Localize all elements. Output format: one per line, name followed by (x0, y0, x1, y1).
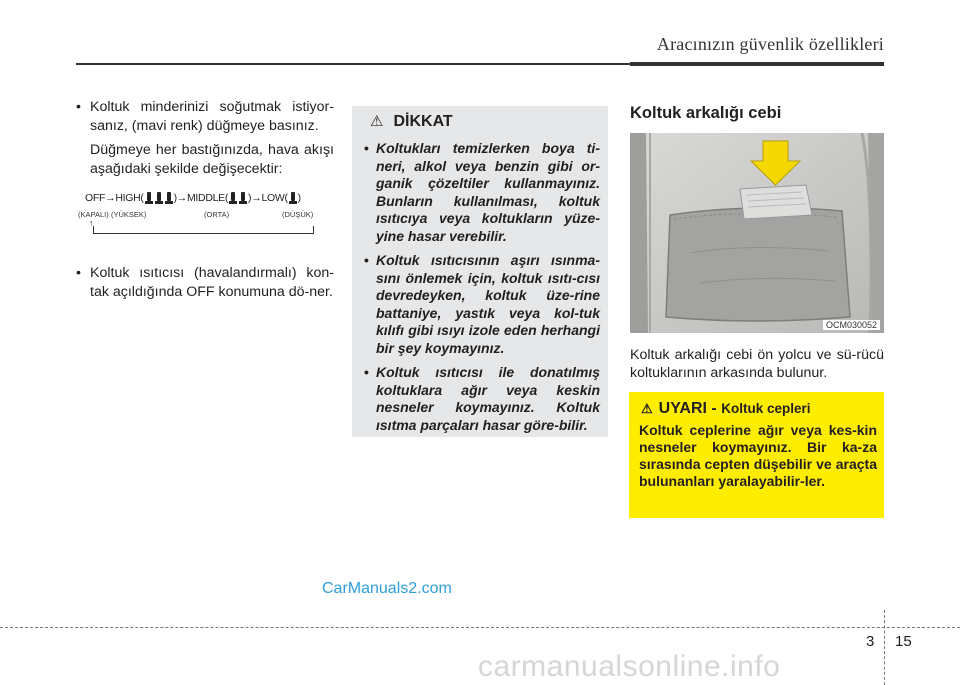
label-kapali: (KAPALI) (78, 210, 109, 219)
warning-triangle-icon: ⚠ (370, 113, 384, 130)
left-column (76, 98, 334, 178)
warning-subtitle: Koltuk cepleri (721, 401, 811, 416)
footer-rule (0, 627, 960, 628)
pocket-description: Koltuk arkalığı cebi ön yolcu ve sü-rücü koltuklarının arkasında bulunur. (630, 347, 884, 381)
bullet-ignition: • Koltuk ısıtıcısı (havalandırmalı) kon-tak açıldığında OFF konumuna dö-ner. (76, 264, 334, 301)
chapter-number: 3 (866, 633, 875, 650)
diagram-arrow: → (251, 191, 262, 204)
airflow-cycle-diagram (76, 189, 338, 249)
label-orta: (ORTA) (204, 210, 230, 219)
warning-title: UYARI - (658, 400, 717, 417)
left-column-lower (76, 264, 334, 301)
diagram-arrow: → (176, 191, 187, 204)
diagram-close: ) (173, 191, 177, 204)
diagram-off: OFF (85, 191, 106, 204)
caution-item: • Koltuk ısıtıcısı ile donatılmış koltuklara ağır veya keskin nesneler koymayınız. Koltuk ısıtma parçaları hasar göre-bilir. (364, 364, 600, 434)
seat-fan-icon (165, 191, 173, 205)
diagram-close: ) (248, 191, 252, 204)
seat-fan-icon (145, 191, 153, 205)
section-title: Koltuk arkalığı cebi (630, 104, 782, 122)
diagram-low: LOW( (261, 191, 288, 204)
caution-header (370, 112, 453, 131)
seat-fan-icon (229, 191, 237, 205)
label-dusuk: (DÜŞÜK) (282, 210, 314, 219)
footer-divider (884, 610, 885, 685)
caution-list (364, 140, 600, 441)
carmanuals-watermark: CarManuals2.com (322, 580, 452, 597)
header-rule-accent (630, 62, 884, 66)
caution-box (352, 106, 608, 437)
diagram-close: ) (297, 191, 301, 204)
diagram-arrow: → (105, 191, 116, 204)
page-header-title: Aracınızın güvenlik özellikleri (656, 34, 884, 54)
loop-arrow-icon: ↑ (89, 218, 94, 228)
caution-item: • Koltuk ısıtıcısının aşırı ısınma-sını önlemek için, koltuk ısıtı-cısı devredeyken, koltuk üze-rine battaniye, yastık veya kol-tuk kılıfı gibi ısıyı izole eden herhangi bir şey koymayınız. (364, 252, 600, 357)
page-number: 15 (895, 633, 912, 650)
label-yuksek: (YÜKSEK) (111, 210, 147, 219)
caution-title: DİKKAT (393, 113, 453, 130)
site-watermark: carmanualsonline.info (478, 650, 781, 683)
diagram-middle: MIDDLE( (186, 191, 229, 204)
warning-box (629, 392, 884, 518)
warning-triangle-icon: ⚠ (641, 401, 653, 416)
photo-code: OCM030052 (823, 320, 880, 330)
caution-item: • Koltukları temizlerken boya ti-neri, alkol veya benzin gibi or-ganik çözeltiler kullanmayınız. Bunların kullanılması, koltuk ısıtıcıya veya koltukların yüze-yine hasar verebilir. (364, 140, 600, 245)
diagram-sequence (85, 191, 301, 205)
cycle-return-line (93, 226, 314, 234)
seat-fan-icon (239, 191, 247, 205)
seatback-pocket-photo (630, 133, 884, 333)
warning-header (641, 400, 810, 418)
warning-body: Koltuk ceplerine ağır veya kes-kin nesneler koymayınız. Bir ka-za sırasında cepten düşebilir ve araçta bulunanları yaralayabilir-ler. (639, 422, 877, 489)
diagram-high: HIGH( (115, 191, 144, 204)
seat-fan-icon (155, 191, 163, 205)
bullet-cooling: • Koltuk minderinizi soğutmak istiyor-sanız, (mavi renk) düğmeye basınız. (76, 98, 334, 135)
seat-fan-icon (289, 191, 297, 205)
airflow-paragraph: Düğmeye her bastığınızda, hava akışı aşağıdaki şekilde değişecektir: (90, 142, 334, 177)
seatback-pocket-illustration (630, 133, 884, 333)
